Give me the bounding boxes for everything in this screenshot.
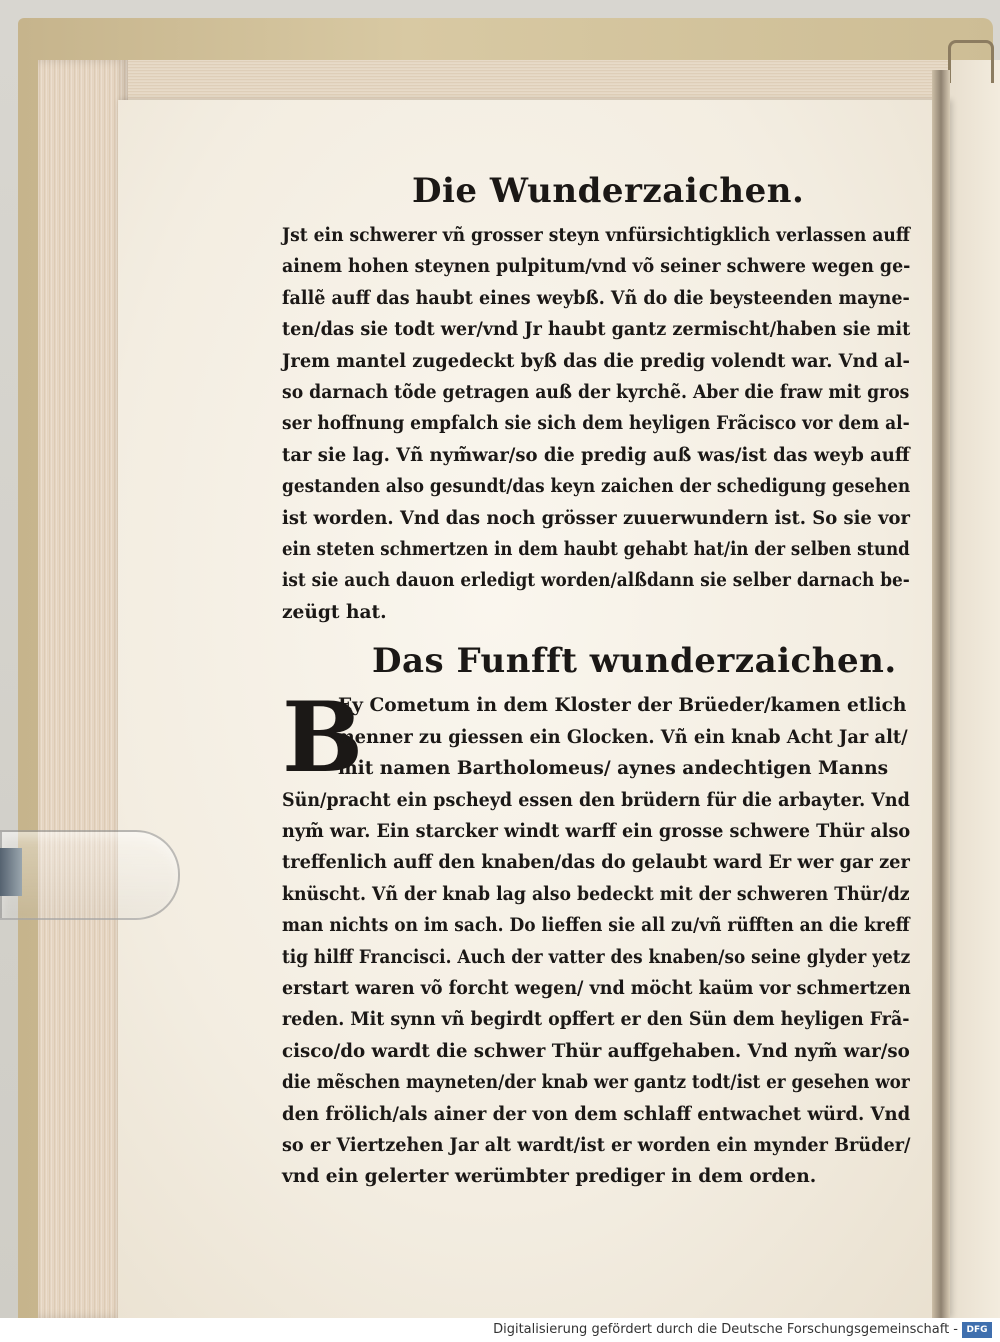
text-line: erstart waren võ forcht wegen/ vnd möcht kaüm vor schmertzen	[282, 977, 911, 999]
text-line: zeügt hat.	[282, 601, 387, 623]
paragraph-1	[282, 220, 910, 628]
text-line: ser hoffnung empfalch sie sich dem heyligen Frãcisco vor dem al-	[282, 413, 910, 435]
text-line: ten/das sie todt wer/vnd Jr haubt gantz zermischt/haben sie mit	[282, 319, 911, 341]
dfg-logo-icon: DFG	[962, 1322, 992, 1338]
text-line: Ey Cometum in dem Kloster der Brüeder/kamen etlich	[338, 695, 907, 717]
text-line: treffenlich auff den knaben/das do gelaubt ward Er wer gar zer	[282, 852, 910, 874]
text-line: menner zu giessen ein Glocken. Vñ ein knab Acht Jar alt/	[335, 726, 908, 748]
text-line: ist worden. Vnd das noch grösser zuuerwundern ist. So sie vor	[282, 507, 910, 529]
text-line: den frölich/als ainer der von dem schlaff entwachet würd. Vnd	[282, 1103, 911, 1125]
text-line: so er Viertzehen Jar alt wardt/ist er worden ein mynder Brüder/	[282, 1134, 911, 1156]
text-line: tar sie lag. Vñ nym̃war/so die predig auß was/ist das weyb auff	[282, 444, 910, 466]
text-line: ist sie auch dauon erledigt worden/alßdann sie selber darnach be-	[282, 570, 910, 592]
decorated-initial-letter: B	[282, 681, 364, 795]
funding-credit: Digitalisierung gefördert durch die Deutsche Forschungsgemeinschaft -	[493, 1322, 958, 1337]
text-line: so darnach tõde getragen auß der kyrchẽ. Aber die fraw mit gros	[282, 382, 910, 404]
text-line: gestanden also gesundt/das keyn zaichen der schedigung gesehen	[282, 476, 911, 498]
text-line: Jrem mantel zugedeckt byß das die predig volendt war. Vnd al-	[282, 350, 910, 372]
heading-funfft-wunderzaichen: Das Funfft wunderzaichen.	[372, 641, 897, 682]
text-line: mit namen Bartholomeus/ aynes andechtigen Manns	[338, 758, 889, 780]
text-line: man nichts on im sach. Do lieffen sie all zu/vñ rüfften an die kreff	[282, 915, 910, 937]
page-holder-clip-base	[0, 848, 22, 896]
clasp-strap	[948, 40, 994, 83]
page-text	[282, 168, 910, 1193]
book-gutter	[932, 70, 950, 1318]
text-line: fallẽ auff das haubt eines weybß. Vñ do die beysteenden mayne-	[282, 287, 910, 309]
paragraph-2	[282, 681, 911, 1193]
text-line: cisco/do wardt die schwer Thür auffgehaben. Vnd nym̃ war/so	[282, 1040, 910, 1062]
footer-bar	[0, 1318, 1000, 1342]
page-stack-left-edge	[38, 60, 128, 1318]
text-line: nym̃ war. Ein starcker windt warff ein grosse schwere Thür also	[282, 820, 911, 842]
text-line: Jst ein schwerer vñ grosser steyn vnfürsichtigklich verlassen auff	[282, 225, 910, 246]
text-line: ainem hohen steynen pulpitum/vnd võ seiner schwere wegen ge-	[282, 256, 911, 278]
text-line: die mẽschen mayneten/der knab wer gantz todt/ist er gesehen wor	[282, 1072, 910, 1094]
text-line: ein steten schmertzen in dem haubt gehabt hat/in der selben stund	[282, 539, 910, 561]
facing-page	[950, 60, 1000, 1318]
text-line: vnd ein gelerter werümbter prediger in dem orden.	[282, 1166, 817, 1188]
text-line: Sün/pracht ein pscheyd essen den brüdern für die arbayter. Vnd	[282, 789, 910, 811]
text-line: knüscht. Vñ der knab lag also bedeckt mit der schweren Thür/dz	[282, 883, 910, 905]
page-holder-clip	[0, 830, 180, 920]
text-line: reden. Mit synn vñ begirdt opffert er den Sün dem heyligen Frã-	[282, 1009, 910, 1031]
text-line: tig hilff Francisci. Auch der vatter des knaben/so seine glyder yetz	[282, 946, 911, 968]
heading-wunderzaichen: Die Wunderzaichen.	[412, 171, 805, 211]
